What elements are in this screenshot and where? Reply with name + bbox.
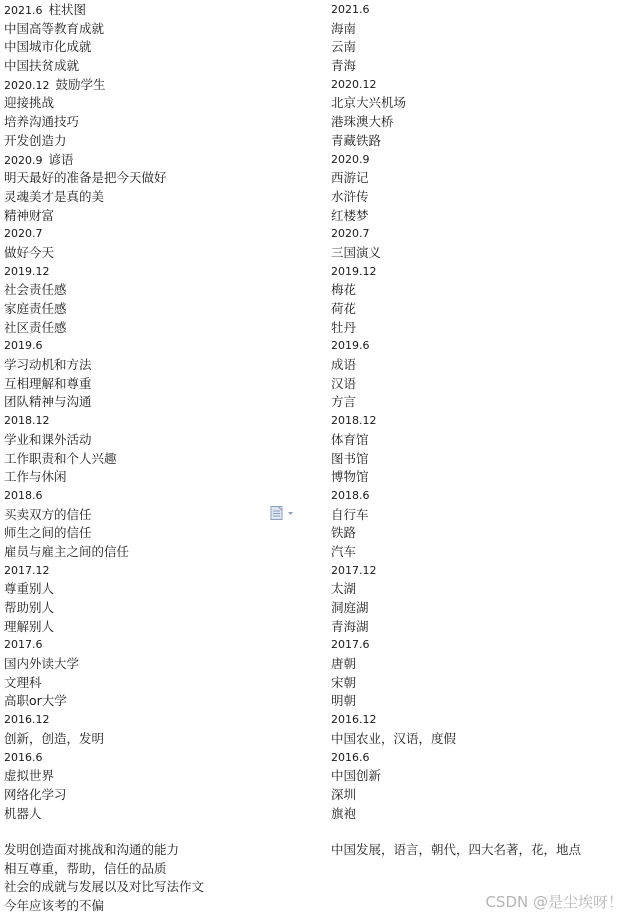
exam-date: 2018.12 <box>331 414 377 428</box>
essay-topic-item: 中国农业，汉语，度假 <box>331 730 457 746</box>
exam-date: 2017.6 <box>4 638 43 652</box>
exam-date-heading <box>331 225 631 244</box>
summary-left <box>4 841 324 916</box>
exam-date: 2017.12 <box>331 563 377 577</box>
document-paste-icon[interactable] <box>270 505 296 519</box>
essay-topic-item: 迎接挑战 <box>4 95 55 111</box>
exam-date-heading <box>4 263 304 282</box>
essay-topic-item: 买卖双方的信任 <box>4 506 92 522</box>
exam-date: 2016.6 <box>331 750 370 764</box>
essay-topic-item: 青藏铁路 <box>331 132 382 148</box>
exam-date-heading <box>331 412 631 431</box>
exam-date: 2019.12 <box>331 264 377 278</box>
essay-topic-item: 成语 <box>331 357 357 373</box>
essay-topic-item: 体育馆 <box>331 431 369 447</box>
essay-topic-item: 青海湖 <box>331 618 369 634</box>
essay-topic-item: 团队精神与沟通 <box>4 394 92 410</box>
essay-topic-item: 汽车 <box>331 543 357 559</box>
summary-line: 相互尊重，帮助，信任的品质 <box>4 860 167 876</box>
exam-date-heading <box>4 76 304 95</box>
essay-topic-item: 雇员与雇主之间的信任 <box>4 543 130 559</box>
exam-date-heading <box>4 562 304 581</box>
left-column <box>4 1 304 823</box>
exam-date-heading <box>4 225 304 244</box>
exam-date: 2019.6 <box>331 339 370 353</box>
exam-date: 2016.12 <box>331 713 377 727</box>
exam-date: 2016.12 <box>4 713 50 727</box>
essay-topic-item: 互相理解和尊重 <box>4 375 92 391</box>
exam-date-heading <box>4 412 304 431</box>
essay-topic-item: 明天最好的准备是把今天做好 <box>4 170 167 186</box>
summary-line: 发明创造面对挑战和沟通的能力 <box>4 842 180 857</box>
exam-date: 2020.12 <box>4 78 50 92</box>
essay-topic-item: 方言 <box>331 394 357 410</box>
essay-topic-item: 理解别人 <box>4 618 55 634</box>
exam-date-heading <box>4 636 304 655</box>
essay-topic-item: 唐朝 <box>331 656 357 672</box>
exam-date-heading <box>4 487 304 506</box>
exam-date: 2017.12 <box>4 563 50 577</box>
essay-topic-item: 宋朝 <box>331 674 357 690</box>
essay-topic-item: 工作与休闲 <box>4 469 67 485</box>
essay-topic-item: 汉语 <box>331 375 357 391</box>
essay-topic-item: 学习动机和方法 <box>4 357 92 373</box>
exam-date-heading <box>331 1 631 20</box>
essay-topic-item: 海南 <box>331 20 357 36</box>
essay-topic-item: 三国演义 <box>331 244 382 260</box>
essay-topic-item: 网络化学习 <box>4 786 67 802</box>
essay-topic-item: 梅花 <box>331 282 357 298</box>
exam-date: 2018.12 <box>4 414 50 428</box>
essay-topic-item: 自行车 <box>331 506 369 522</box>
csdn-watermark: CSDN @是尘埃呀！ <box>485 893 623 911</box>
exam-topic: 鼓励学生 <box>55 76 106 92</box>
essay-topic-item: 荷花 <box>331 301 357 316</box>
right-column <box>331 1 631 823</box>
exam-date: 2019.12 <box>4 264 50 278</box>
exam-date-heading <box>331 562 631 581</box>
essay-topic-item: 机器人 <box>4 805 42 821</box>
exam-date: 2020.12 <box>331 77 377 91</box>
essay-topic-item: 深圳 <box>331 786 357 802</box>
essay-topic-item: 太湖 <box>331 581 357 597</box>
summary-line: 今年应该考的不偏 <box>4 898 105 914</box>
essay-topic-item: 家庭责任感 <box>4 301 67 316</box>
exam-date: 2020.9 <box>4 153 43 167</box>
essay-topic-item: 虚拟世界 <box>4 768 55 784</box>
exam-date-heading <box>331 76 631 95</box>
essay-topic-item: 红楼梦 <box>331 207 369 223</box>
essay-topic-item: 帮助别人 <box>4 600 55 615</box>
essay-topic-item: 培养沟通技巧 <box>4 114 80 130</box>
essay-topic-item: 牡丹 <box>331 319 357 335</box>
essay-topic-item: 铁路 <box>331 525 357 541</box>
essay-topic-item: 国内外读大学 <box>4 656 80 672</box>
exam-date: 2018.6 <box>4 488 43 502</box>
essay-topic-item: 灵魂美才是真的美 <box>4 188 105 204</box>
essay-topic-item: 中国创新 <box>331 768 382 784</box>
exam-date: 2020.7 <box>331 227 370 241</box>
essay-topic-item: 创新，创造，发明 <box>4 730 105 746</box>
exam-date: 2019.6 <box>4 339 43 353</box>
exam-date: 2021.6 <box>4 4 43 17</box>
essay-topic-item: 明朝 <box>331 693 357 709</box>
essay-topic-item: 尊重别人 <box>4 581 55 597</box>
exam-date: 2017.6 <box>331 638 370 652</box>
essay-topic-item: 学业和课外活动 <box>4 431 92 447</box>
exam-date: 2021.6 <box>331 3 370 16</box>
exam-date-heading <box>331 337 631 356</box>
essay-topic-item: 西游记 <box>331 170 369 186</box>
essay-topic-item: 博物馆 <box>331 469 369 485</box>
exam-topic: 谚语 <box>48 151 74 167</box>
essay-topic-item: 中国城市化成就 <box>4 39 92 55</box>
exam-date-heading <box>4 337 304 356</box>
exam-date-heading <box>331 749 631 768</box>
essay-topic-item: 工作职责和个人兴趣 <box>4 450 117 466</box>
essay-topic-item: 水浒传 <box>331 188 369 204</box>
essay-topic-item: 旗袍 <box>331 805 357 821</box>
essay-topic-item: 洞庭湖 <box>331 600 369 615</box>
exam-date: 2020.9 <box>331 152 370 166</box>
essay-topic-item: 开发创造力 <box>4 132 67 148</box>
essay-topic-item: 文理科 <box>4 674 42 690</box>
essay-topic-item: 北京大兴机场 <box>331 95 407 111</box>
exam-date: 2018.6 <box>331 488 370 502</box>
summary-right <box>331 841 621 860</box>
exam-date-heading <box>331 636 631 655</box>
exam-date-heading <box>331 151 631 170</box>
essay-topic-item: 高职or大学 <box>4 693 67 709</box>
exam-topic: 柱状图 <box>48 2 87 17</box>
essay-topic-item: 社会责任感 <box>4 282 67 298</box>
essay-topic-item: 中国扶贫成就 <box>4 58 80 74</box>
exam-date-heading <box>331 487 631 506</box>
exam-date: 2016.6 <box>4 750 43 764</box>
exam-date-heading <box>4 151 304 170</box>
exam-date-heading <box>331 263 631 282</box>
essay-topic-item: 中国高等教育成就 <box>4 20 105 36</box>
summary-line: 社会的成就与发展以及对比写法作文 <box>4 879 205 895</box>
essay-topic-item: 师生之间的信任 <box>4 525 92 541</box>
exam-date-heading <box>4 1 304 20</box>
essay-topic-item: 精神财富 <box>4 207 55 223</box>
essay-topic-item: 港珠澳大桥 <box>331 114 394 130</box>
essay-topic-item: 图书馆 <box>331 450 369 466</box>
essay-topic-item: 社区责任感 <box>4 319 67 335</box>
summary-line: 中国发展，语言，朝代，四大名著，花，地点 <box>331 842 582 857</box>
essay-topic-item: 青海 <box>331 58 357 74</box>
exam-date-heading <box>4 749 304 768</box>
essay-topic-item: 云南 <box>331 39 357 55</box>
essay-topic-item: 做好今天 <box>4 244 55 260</box>
exam-date: 2020.7 <box>4 227 43 241</box>
exam-date-heading <box>331 711 631 730</box>
exam-date-heading <box>4 711 304 730</box>
